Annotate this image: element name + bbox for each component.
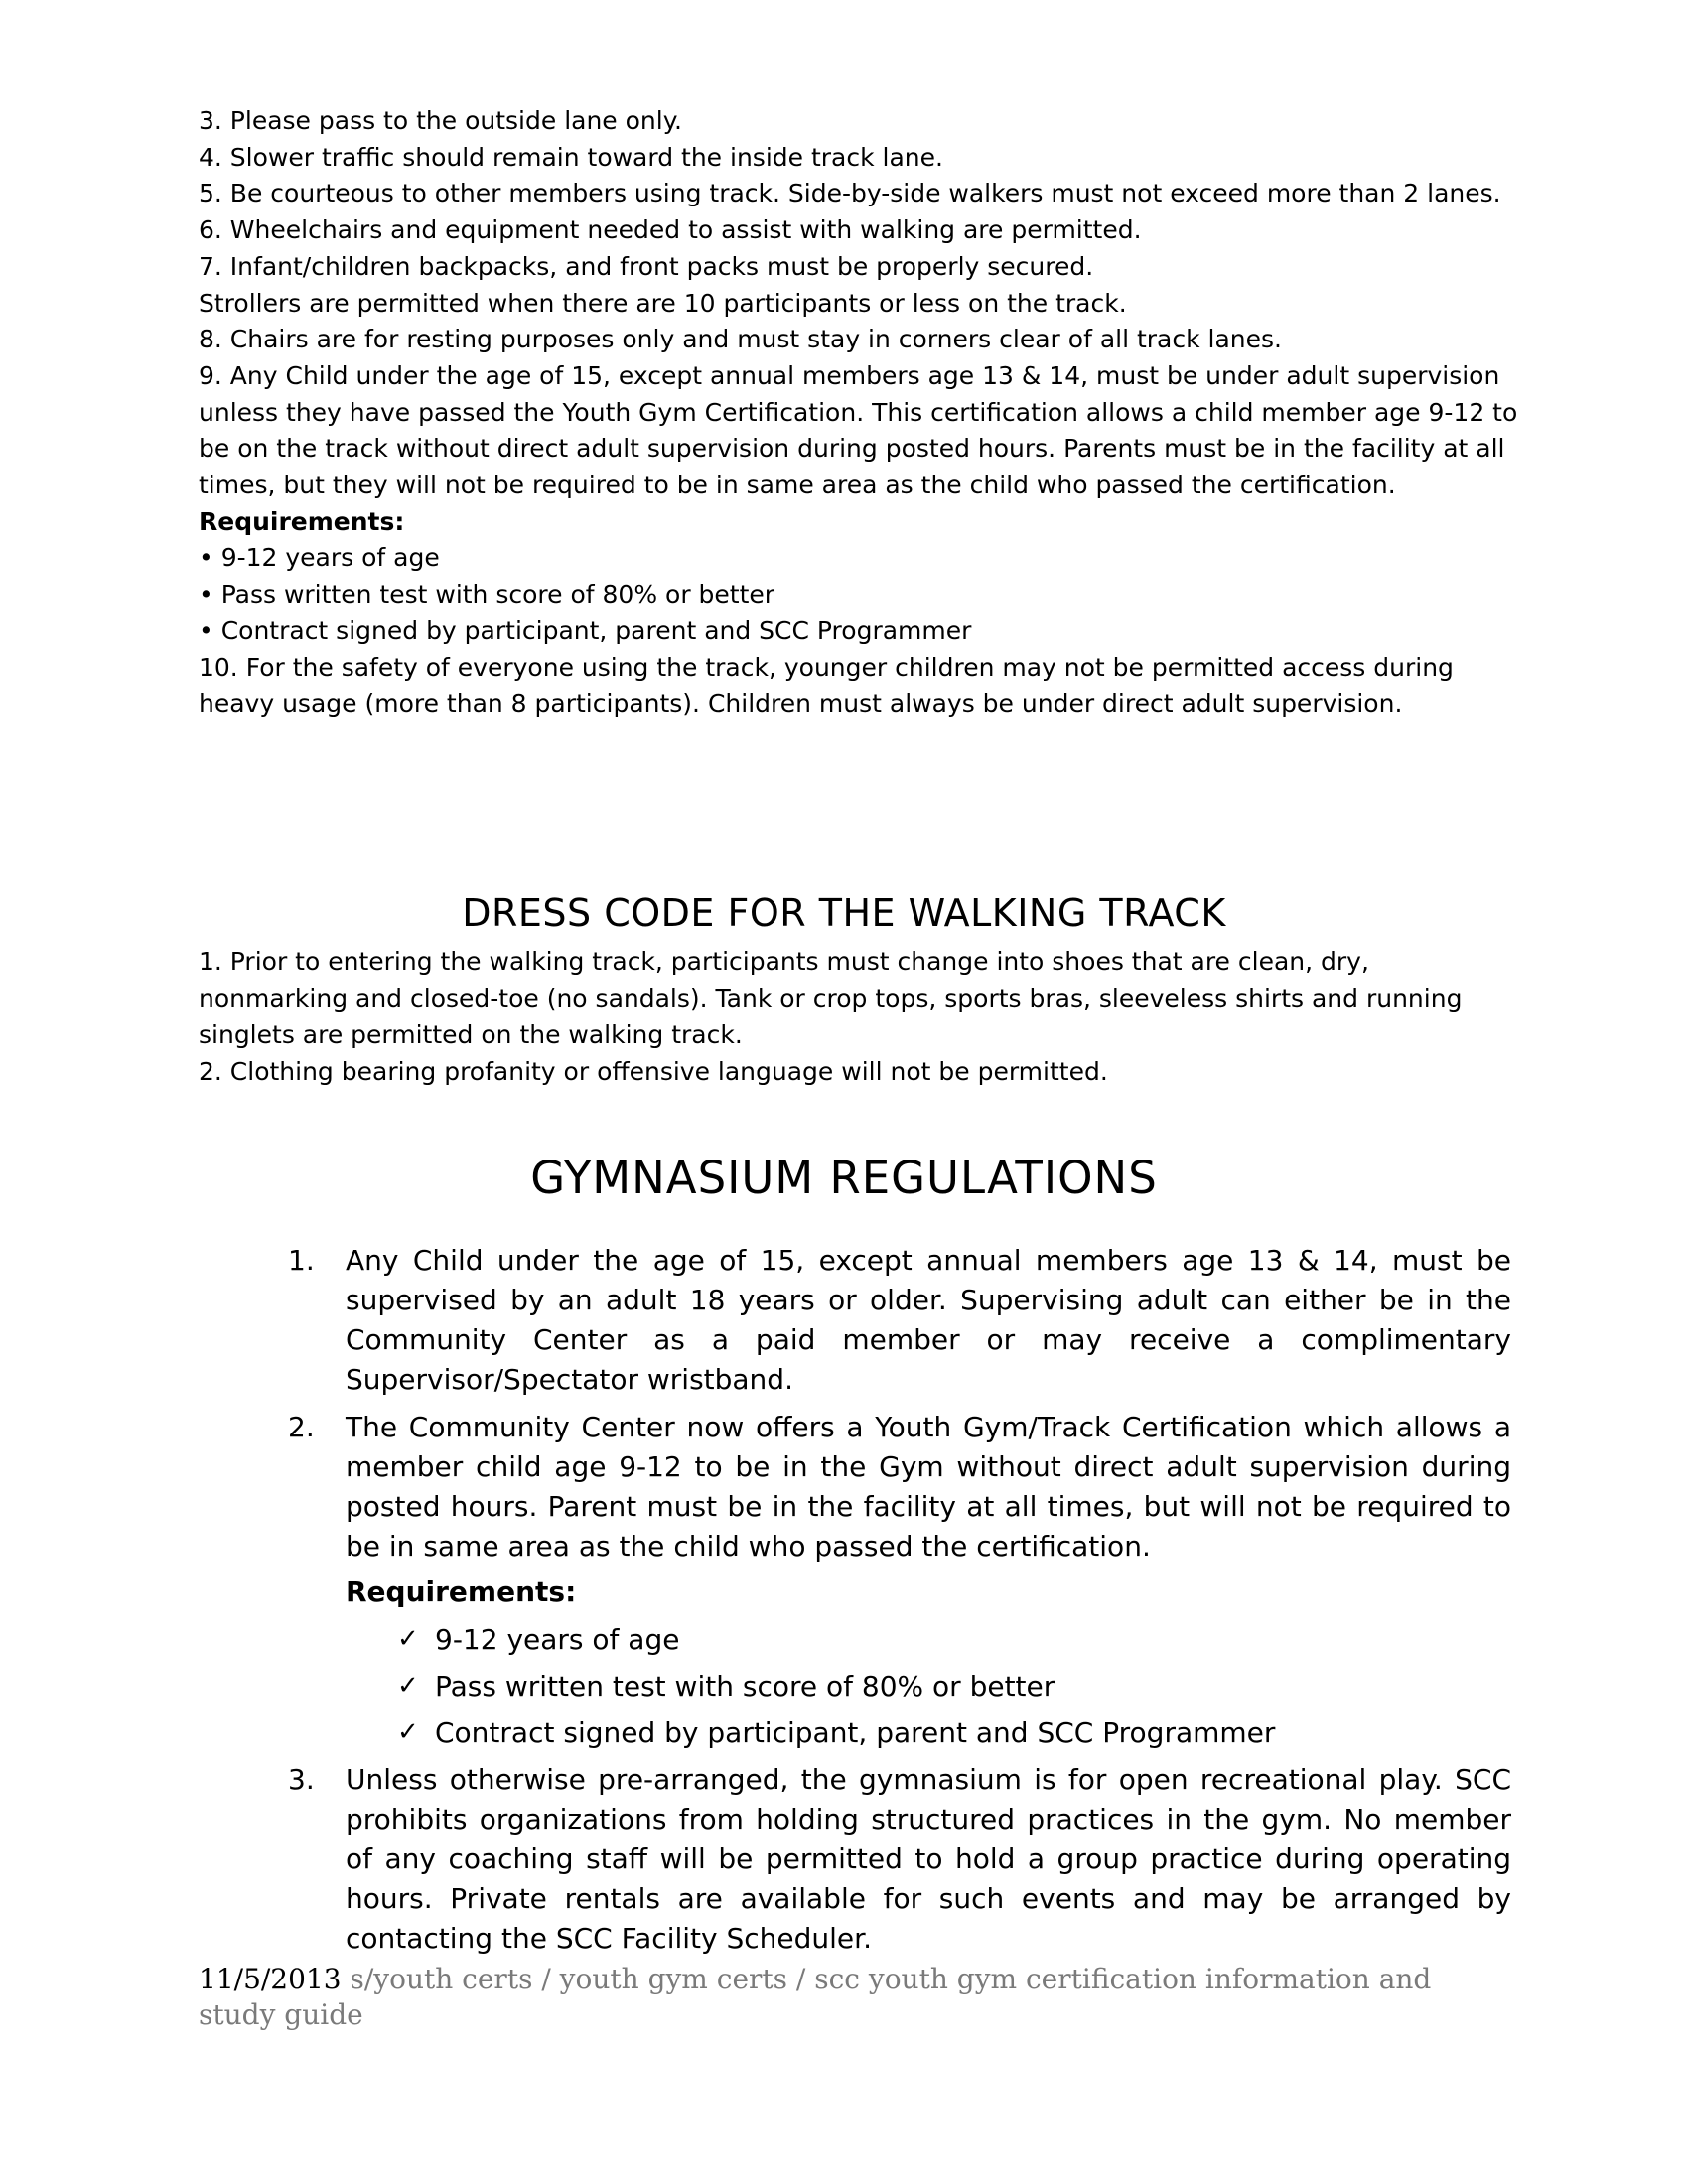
track-rule-8: 8. Chairs are for resting purposes only and must stay in corners clear of all track lanes. <box>199 325 1283 354</box>
requirement-text: Contract signed by participant, parent and SCC Programmer <box>435 1716 1276 1749</box>
track-rule-7-strollers: Strollers are permitted when there are 10 participants or less on the track. <box>199 288 1127 318</box>
gym-rule-3 <box>288 1760 1511 1959</box>
dress-code-section <box>199 943 1499 1090</box>
gym-requirements-heading: Requirements: <box>346 1575 577 1608</box>
list-item <box>397 1663 1511 1709</box>
checkmark-icon: ✓ <box>397 1624 419 1654</box>
gymnasium-regulations <box>288 1241 1511 1967</box>
requirement-text: 9-12 years of age <box>435 1623 680 1656</box>
track-requirement-item: • Pass written test with score of 80% or better <box>199 580 775 610</box>
gym-rule-text: The Community Center now offers a Youth Gym/Track Certification which allows a member child age 9-12 to be in the Gym without direct adult supervision during posted hours. Parent must be in the facility at all times, but will not be required to be in same area as the child who passed the certification. <box>346 1411 1511 1563</box>
page-footer <box>199 1962 1489 2033</box>
track-rule-7: 7. Infant/children backpacks, and front packs must be properly secured. <box>199 251 1094 281</box>
dress-code-heading: DRESS CODE FOR THE WALKING TRACK <box>462 891 1226 935</box>
gym-rule-text: Any Child under the age of 15, except annual members age 13 & 14, must be supervised by an adult 18 years or older. Supervising adult can either be in the Community Center as a paid member or may receive a complimentary Supervisor/Spectator wristband. <box>346 1244 1511 1396</box>
list-number: 2. <box>288 1411 315 1443</box>
list-item <box>397 1616 1511 1663</box>
gym-rule-text: Unless otherwise pre-arranged, the gymnasium is for open recreational play. SCC prohibits organizations from holding structured practices in the gym. No member of any coaching staff will be permitted to hold a group practice during operating hours. Private rentals are available for such events and may be arranged by contacting the SCC Facility Scheduler. <box>346 1763 1511 1955</box>
footer-date: 11/5/2013 <box>199 1963 342 1995</box>
dress-code-rule-2: 2. Clothing bearing profanity or offensive language will not be permitted. <box>199 1057 1108 1086</box>
gymnasium-heading: GYMNASIUM REGULATIONS <box>530 1152 1158 1204</box>
track-rule-9: 9. Any Child under the age of 15, except annual members age 13 & 14, must be under adult supervision unless they have passed the Youth Gym Certification. This certification allows a child member age 9-12 to be on the track without direct adult supervision during posted hours. Parents must be in the facility at all times, but they will not be required to be in same area as the child who passed the certification. <box>199 360 1518 500</box>
track-rule-5: 5. Be courteous to other members using track. Side-by-side walkers must not exceed more than 2 lanes. <box>199 179 1501 208</box>
checkmark-icon: ✓ <box>397 1671 419 1701</box>
track-requirement-item: • 9-12 years of age <box>199 543 440 573</box>
dress-code-rule-1: 1. Prior to entering the walking track, participants must change into shoes that are clean, dry, nonmarking and closed-toe (no sandals). Tank or crop tops, sports bras, sleeveless shirts and running singlets are permitted on the walking track. <box>199 947 1463 1049</box>
list-number: 3. <box>288 1763 315 1796</box>
track-rule-4: 4. Slower traffic should remain toward the inside track lane. <box>199 142 943 172</box>
track-rule-3: 3. Please pass to the outside lane only. <box>199 106 682 135</box>
track-rule-10: 10. For the safety of everyone using the track, younger children may not be permitted access during heavy usage (more than 8 participants). Children must always be under direct adult supervision. <box>199 652 1454 719</box>
list-number: 1. <box>288 1244 315 1277</box>
list-item <box>397 1709 1511 1756</box>
gym-rule-2 <box>288 1408 1511 1567</box>
track-rule-6: 6. Wheelchairs and equipment needed to assist with walking are permitted. <box>199 215 1142 245</box>
requirement-text: Pass written test with score of 80% or better <box>435 1670 1055 1703</box>
track-rules <box>199 103 1519 723</box>
footer-file-path: s/youth certs / youth gym certs / scc youth gym certification information and study guide <box>199 1963 1432 2031</box>
gym-requirements-list <box>397 1616 1511 1756</box>
checkmark-icon: ✓ <box>397 1717 419 1747</box>
gym-rule-1 <box>288 1241 1511 1400</box>
track-requirement-item: • Contract signed by participant, parent and SCC Programmer <box>199 615 972 645</box>
track-requirements-heading: Requirements: <box>199 506 405 536</box>
